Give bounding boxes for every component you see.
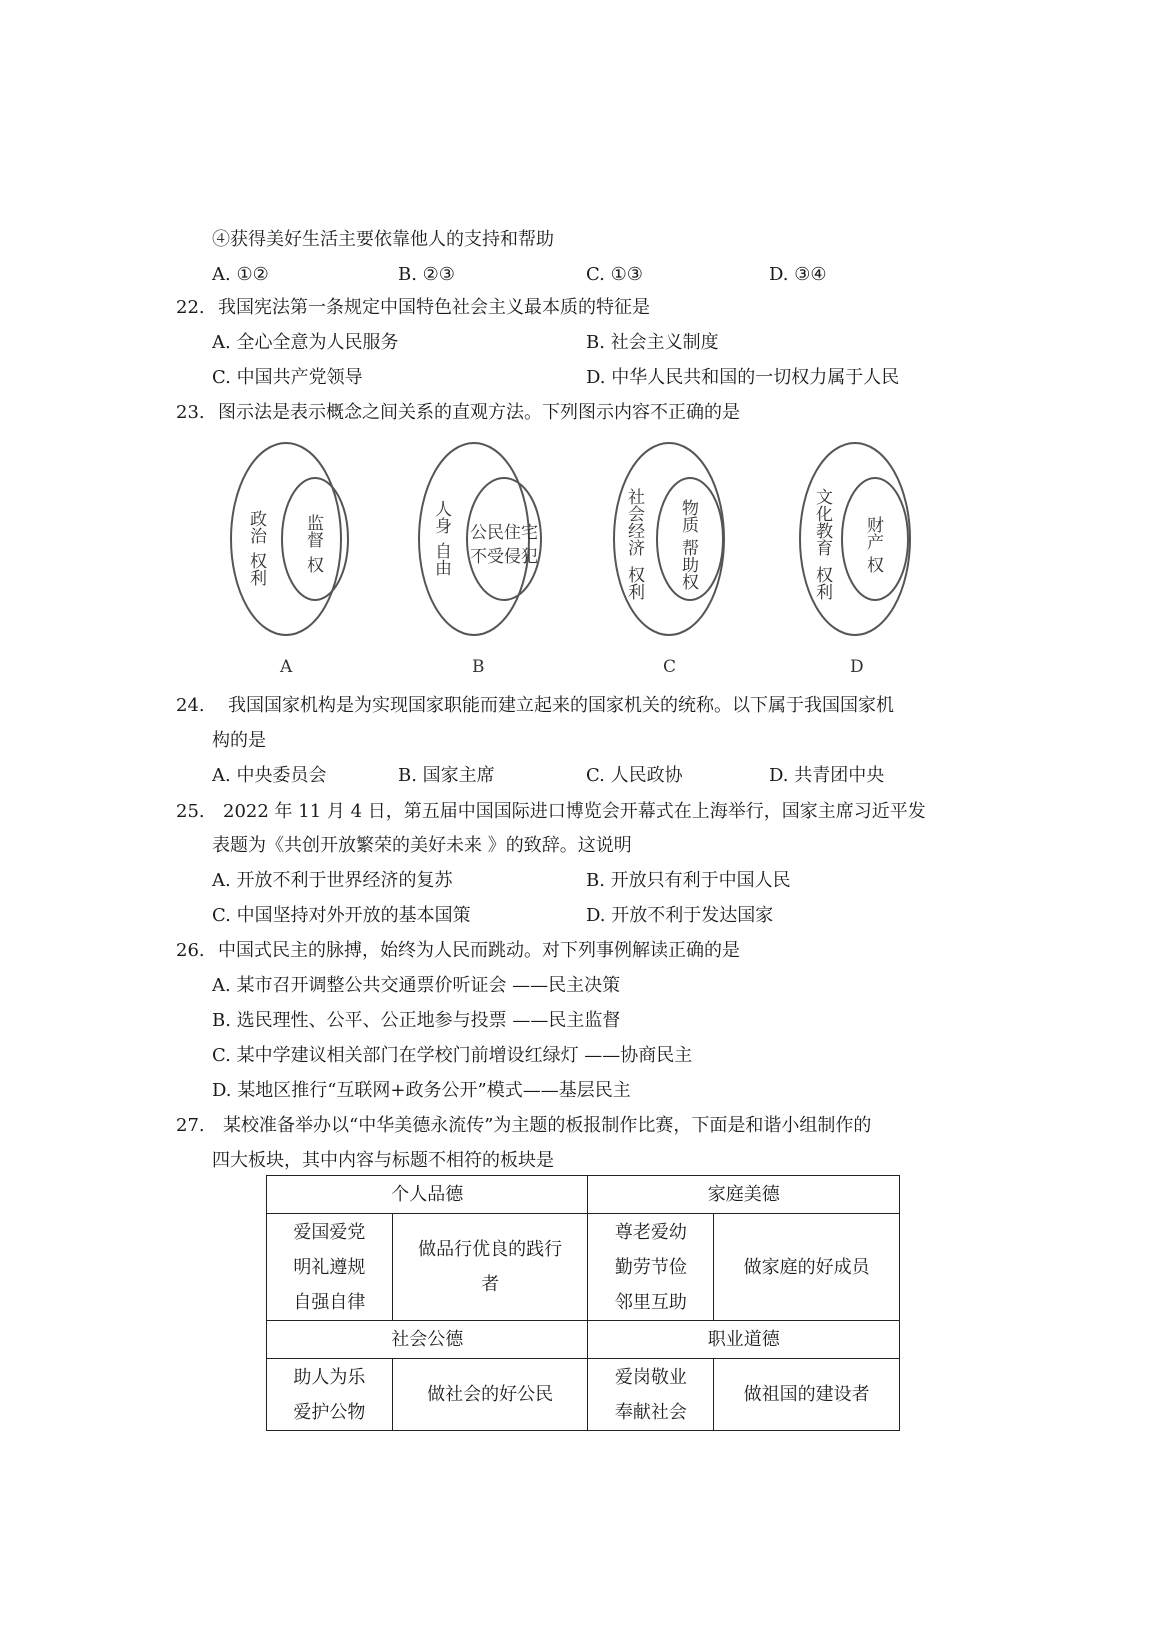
q21-option-c: C. ①③ bbox=[586, 264, 643, 285]
table-cell-family-title: 做家庭的好成员 bbox=[714, 1214, 900, 1321]
q25-option-a: A. 开放不利于世界经济的复苏 bbox=[212, 870, 453, 891]
diagram-d-letter: D bbox=[850, 657, 864, 677]
diagram-c-inner-label-2: 帮助权 bbox=[678, 539, 698, 590]
diagram-d-outer-label: 文化教育 bbox=[812, 488, 832, 556]
q22-option-a: A. 全心全意为人民服务 bbox=[212, 332, 399, 353]
q22-option-d: D. 中华人民共和国的一切权力属于人民 bbox=[586, 367, 900, 388]
diagram-a-outer-label: 政治 bbox=[246, 510, 266, 544]
q21-option-b: B. ②③ bbox=[398, 264, 455, 285]
q23-number: 23. bbox=[176, 402, 205, 423]
diagram-b-inner-label: 公民住宅 bbox=[470, 523, 538, 543]
diagram-c-inner-label: 物质 bbox=[678, 499, 698, 533]
q26-stem: 中国式民主的脉搏，始终为人民而跳动。对下列事例解读正确的是 bbox=[218, 940, 740, 961]
q24-stem-line2: 构的是 bbox=[212, 730, 266, 751]
table-cell-professional-title: 做祖国的建设者 bbox=[714, 1359, 900, 1431]
diagram-c-letter: C bbox=[663, 657, 677, 677]
q26-option-a: A. 某市召开调整公共交通票价听证会 ——民主决策 bbox=[212, 975, 621, 996]
diagram-a-inner-label-2: 权 bbox=[303, 556, 323, 573]
q22-number: 22. bbox=[176, 297, 205, 318]
diagram-c-outer-label-2: 权利 bbox=[624, 566, 644, 600]
table-header-personal: 个人品德 bbox=[267, 1176, 588, 1214]
diagram-d-outer-label-2: 权利 bbox=[812, 566, 832, 600]
table-cell-personal-title: 做品行优良的践行 者 bbox=[392, 1214, 588, 1321]
q27-stem-line2: 四大板块，其中内容与标题不相符的板块是 bbox=[212, 1150, 554, 1171]
diagram-b-inner-label-2: 不受侵犯 bbox=[470, 547, 538, 567]
q24-option-a: A. 中央委员会 bbox=[212, 765, 327, 786]
diagram-b-outer-label: 人身 bbox=[431, 500, 451, 534]
diagram-a-letter: A bbox=[280, 657, 293, 677]
diagram-a-inner-label: 监督 bbox=[303, 514, 323, 548]
q21-option-a: A. ①② bbox=[212, 264, 269, 285]
table-cell-professional-content: 爱岗敬业 奉献社会 bbox=[588, 1359, 714, 1431]
table-cell-social-title: 做社会的好公民 bbox=[392, 1359, 588, 1431]
table-header-social: 社会公德 bbox=[267, 1321, 588, 1359]
q27-stem-line1: 某校准备举办以“中华美德永流传”为主题的板报制作比赛，下面是和谐小组制作的 bbox=[223, 1115, 872, 1136]
q26-option-b: B. 选民理性、公平、公正地参与投票 ——民主监督 bbox=[212, 1010, 621, 1031]
q24-option-b: B. 国家主席 bbox=[398, 765, 495, 786]
diagram-d-inner-label-2: 权 bbox=[863, 556, 883, 573]
diagram-a-outer-label-2: 权利 bbox=[246, 552, 266, 586]
table-header-family: 家庭美德 bbox=[588, 1176, 900, 1214]
q23-stem: 图示法是表示概念之间关系的直观方法。下列图示内容不正确的是 bbox=[218, 402, 740, 423]
q26-option-d: D. 某地区推行“互联网+政务公开”模式——基层民主 bbox=[212, 1080, 631, 1101]
table-header-professional: 职业道德 bbox=[588, 1321, 900, 1359]
q24-stem-line1: 我国国家机构是为实现国家职能而建立起来的国家机关的统称。以下属于我国国家机 bbox=[228, 695, 894, 716]
q27-board-table bbox=[266, 1175, 900, 1431]
q25-option-b: B. 开放只有利于中国人民 bbox=[586, 870, 791, 891]
q24-option-c: C. 人民政协 bbox=[586, 765, 683, 786]
q27-number: 27. bbox=[176, 1115, 205, 1136]
q22-option-c: C. 中国共产党领导 bbox=[212, 367, 363, 388]
q24-option-d: D. 共青团中央 bbox=[769, 765, 885, 786]
table-cell-family-content: 尊老爱幼 勤劳节俭 邻里互助 bbox=[588, 1214, 714, 1321]
q26-option-c: C. 某中学建议相关部门在学校门前增设红绿灯 ——协商民主 bbox=[212, 1045, 693, 1066]
diagram-d-inner-label: 财产 bbox=[863, 516, 883, 550]
diagram-c-outer-label: 社会经济 bbox=[624, 488, 644, 556]
table-cell-social-content: 助人为乐 爱护公物 bbox=[267, 1359, 393, 1431]
q22-stem: 我国宪法第一条规定中国特色社会主义最本质的特征是 bbox=[218, 297, 650, 318]
diagram-b-letter: B bbox=[472, 657, 485, 677]
q26-number: 26. bbox=[176, 940, 205, 961]
q25-number: 25. bbox=[176, 801, 205, 822]
table-cell-personal-content: 爱国爱党 明礼遵规 自强自律 bbox=[267, 1214, 393, 1321]
q24-number: 24. bbox=[176, 695, 205, 716]
q25-stem-line1: 2022 年 11 月 4 日，第五届中国国际进口博览会开幕式在上海举行，国家主席习近平发 bbox=[223, 801, 926, 822]
q25-option-c: C. 中国坚持对外开放的基本国策 bbox=[212, 905, 471, 926]
q25-option-d: D. 开放不利于发达国家 bbox=[586, 905, 774, 926]
q22-option-b: B. 社会主义制度 bbox=[586, 332, 719, 353]
q21-item4: ④获得美好生活主要依靠他人的支持和帮助 bbox=[212, 229, 554, 250]
q23-diagrams bbox=[0, 0, 1158, 680]
q25-stem-line2: 表题为《共创开放繁荣的美好未来 》的致辞。这说明 bbox=[212, 835, 632, 856]
diagram-b-outer-label-2: 自由 bbox=[431, 542, 451, 576]
q21-option-d: D. ③④ bbox=[769, 264, 827, 285]
